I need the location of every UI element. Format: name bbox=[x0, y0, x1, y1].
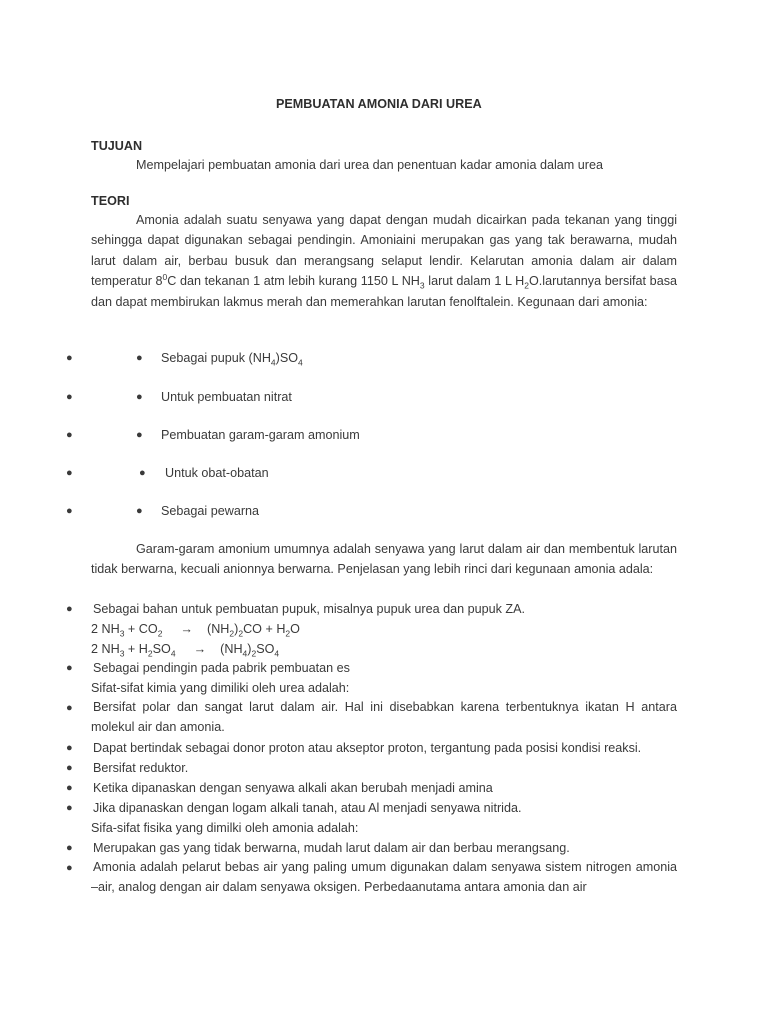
bullet-icon: ● bbox=[66, 662, 73, 674]
bullet-icon: ● bbox=[66, 862, 73, 874]
use-item-1: Sebagai pupuk $(NH_4)SO_4$ bbox=[161, 351, 303, 368]
bullet-icon: ● bbox=[66, 603, 73, 615]
sifat-kimia-item-3: Bersifat reduktor. bbox=[93, 761, 189, 775]
sifat-kimia-item-2: Dapat bertindak sebagai donor proton atau akseptor proton, tergantung pada posisi kondisi reaksi. bbox=[93, 741, 642, 755]
heading-tujuan: TUJUAN bbox=[91, 139, 143, 153]
document-title: PEMBUATAN AMONIA DARI UREA bbox=[276, 97, 482, 111]
bullet-icon: ● bbox=[66, 429, 73, 441]
use-item-3: Pembuatan garam-garam amonium bbox=[161, 428, 360, 442]
kegunaan-item-2: Sebagai pendingin pada pabrik pembuatan es bbox=[93, 661, 350, 675]
equation-1: 2 $NH_3 + CO_2 \to (NH_2)_2CO + H_2O$ bbox=[91, 622, 300, 639]
bullet-icon: ● bbox=[66, 762, 73, 774]
teori-paragraph-2: Garam-garam amonium umumnya adalah senyawa yang larut dalam air dan membentuk larutan tidak berwarna, kecuali anionnya berwarna. Penjelasan yang lebih rinci dari kegunaan amonia adala: bbox=[91, 542, 677, 577]
heading-teori: TEORI bbox=[91, 194, 130, 208]
bullet-icon: ● bbox=[66, 391, 73, 403]
sifat-kimia-intro: Sifat-sifat kimia yang dimiliki oleh urea adalah: bbox=[91, 681, 350, 695]
equation-2: 2 $NH_3 + H_2SO_4 \to (NH_4)_2SO_4$ bbox=[91, 642, 280, 659]
bullet-icon: ● bbox=[139, 467, 146, 479]
teori-paragraph-1: Amonia adalah suatu senyawa yang dapat dengan mudah dicairkan pada tekanan yang tinggi sehingga dapat digunakan sebagai pendingin. Amoniaini merupakan gas yang tak berawarna, mudah larut dalam air, berbau busuk dan merangsang selaput lendir. Kelarutan amonia dalam air dalam temperatur $8^0C$ dan tekanan 1 atm lebih kurang 1150 L $NH_3$ larut dalam 1 L $H_2O.larutannya$ bersifat basa dan dapat membirukan lakmus merah dan memerahkan larutan fenolftalein. Kegunaan dari amonia: bbox=[91, 213, 677, 309]
sifat-kimia-item-4: Ketika dipanaskan dengan senyawa alkali akan berubah menjadi amina bbox=[93, 781, 493, 795]
bullet-icon: ● bbox=[136, 391, 143, 403]
bullet-icon: ● bbox=[66, 702, 73, 714]
use-item-2: Untuk pembuatan nitrat bbox=[161, 390, 292, 404]
tujuan-text: Mempelajari pembuatan amonia dari urea dan penentuan kadar amonia dalam urea bbox=[136, 158, 603, 172]
bullet-icon: ● bbox=[66, 467, 73, 479]
sifat-fisika-item-1: Merupakan gas yang tidak berwarna, mudah larut dalam air dan berbau merangsang. bbox=[93, 841, 570, 855]
sifat-kimia-item-1: Bersifat polar dan sangat larut dalam air. Hal ini disebabkan karena terbentuknya ikatan H antara molekul air dan amonia. bbox=[91, 700, 677, 735]
bullet-icon: ● bbox=[66, 352, 73, 364]
bullet-icon: ● bbox=[66, 782, 73, 794]
bullet-icon: ● bbox=[136, 352, 143, 364]
bullet-icon: ● bbox=[66, 802, 73, 814]
bullet-icon: ● bbox=[136, 429, 143, 441]
bullet-icon: ● bbox=[66, 505, 73, 517]
bullet-icon: ● bbox=[66, 842, 73, 854]
kegunaan-item-1: Sebagai bahan untuk pembuatan pupuk, misalnya pupuk urea dan pupuk ZA. bbox=[93, 602, 525, 616]
sifat-kimia-item-5: Jika dipanaskan dengan logam alkali tanah, atau Al menjadi senyawa nitrida. bbox=[93, 801, 522, 815]
use-item-5: Sebagai pewarna bbox=[161, 504, 260, 518]
use-item-4: Untuk obat-obatan bbox=[165, 466, 269, 480]
sifat-fisika-intro: Sifa-sifat fisika yang dimilki oleh amonia adalah: bbox=[91, 821, 359, 835]
bullet-icon: ● bbox=[66, 742, 73, 754]
bullet-icon: ● bbox=[136, 505, 143, 517]
sifat-fisika-item-2: Amonia adalah pelarut bebas air yang paling umum digunakan dalam senyawa sistem nitrogen amonia –air, analog dengan air dalam senyawa oksigen. Perbedaanutama antara amonia dan air bbox=[91, 860, 677, 895]
